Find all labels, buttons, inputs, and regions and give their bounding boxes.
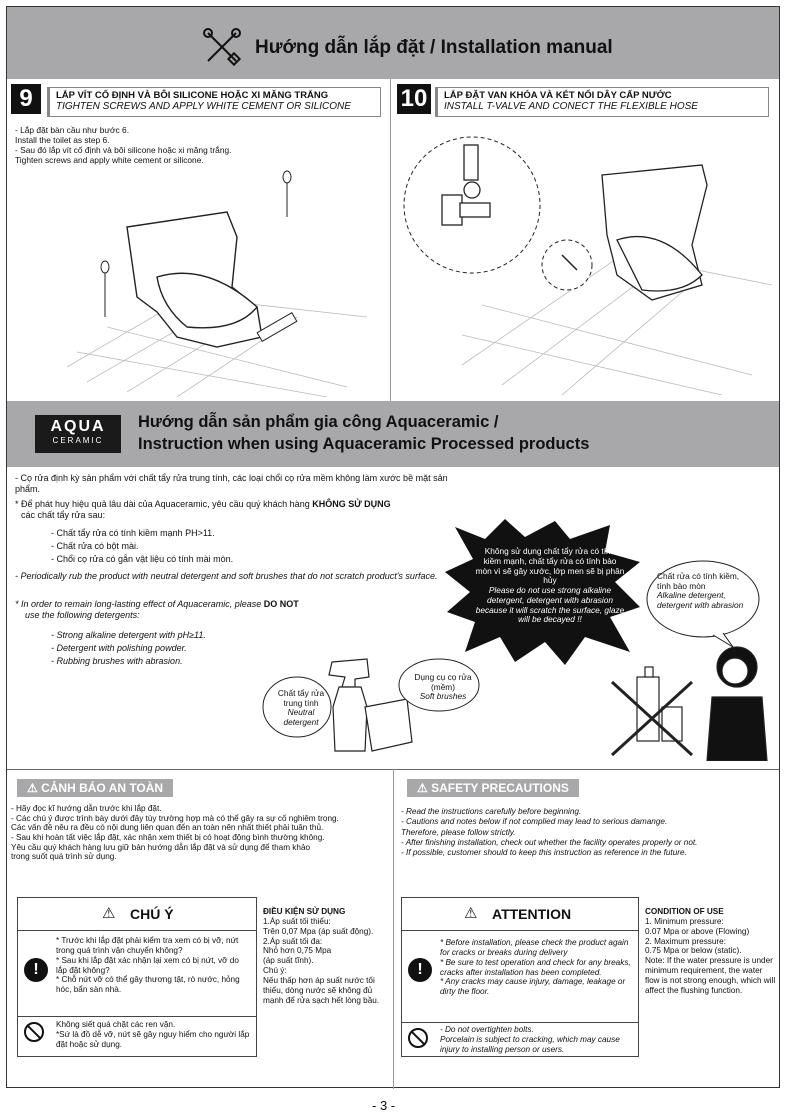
condition-en-line: 0.07 Mpa or above (Flowing) bbox=[645, 926, 750, 936]
caution-prohibit-item: *Sứ là đồ dễ vỡ, nứt sẽ gây nguy hiểm cho người lắp đặt hoặc sử dụng. bbox=[56, 1029, 250, 1049]
care-en-p2-tail: use the following detergents: bbox=[25, 610, 140, 621]
caution-divider bbox=[18, 930, 256, 931]
burst-text-vi: Không sử dụng chất tẩy rửa có tính kiềm mạnh, chất tẩy rửa có tính bào mòn vì sẽ gây xước, lớp men sẽ bị phân hủy bbox=[475, 546, 625, 586]
exclamation-icon: ! bbox=[408, 958, 432, 982]
safety-vi-line: - Các chú ý được trình bày dưới đây tùy trường hợp mà có thể gây ra sự cố nghiêm trọng. bbox=[11, 813, 339, 823]
condition-en bbox=[645, 907, 777, 996]
care-en-p2 bbox=[15, 599, 455, 622]
condition-en-line: 1. Minimum pressure: bbox=[645, 916, 724, 926]
caution-warn-list-vi bbox=[56, 936, 252, 995]
t-valve-illustration bbox=[402, 125, 772, 395]
warning-burst-text bbox=[475, 547, 625, 625]
care-en-p2-emphasis: DO NOT bbox=[263, 599, 299, 609]
caution-warn-item: * Sau khi lắp đặt xác nhận lại xem có bị nứt, vỡ do lắp đặt không? bbox=[56, 955, 239, 975]
care-vi-p2-tail: các chất tẩy rửa sau: bbox=[21, 510, 106, 521]
step-9-instructions bbox=[15, 125, 375, 165]
step-divider bbox=[390, 79, 391, 401]
safety-vi-tag-text: CẢNH BÁO AN TOÀN bbox=[41, 781, 164, 795]
step-10-title-box bbox=[435, 87, 769, 117]
brush-text-vi: Dụng cụ cọ rửa (mềm) bbox=[414, 672, 472, 692]
alkaline-bubble-text bbox=[657, 572, 753, 610]
safety-divider bbox=[393, 769, 394, 1089]
safety-en-line: - If possible, customer should to keep this instruction as reference in the future. bbox=[401, 848, 687, 857]
caution-prohibit-item: Không siết quá chặt các ren vặn. bbox=[56, 1020, 176, 1029]
warning-triangle-icon: ⚠ bbox=[27, 781, 42, 795]
neutral-bubble-text bbox=[271, 689, 331, 727]
caution-box-vi bbox=[17, 897, 257, 1057]
condition-vi-line: 1.Áp suất tối thiểu: bbox=[263, 916, 331, 926]
prohibited-icon bbox=[408, 1028, 428, 1048]
neutral-text-vi: Chất tẩy rửa trung tính bbox=[277, 688, 325, 708]
condition-en-line: 2. Maximum pressure: bbox=[645, 936, 726, 946]
step-10-number: 10 bbox=[397, 84, 431, 114]
attention-divider bbox=[402, 1022, 638, 1023]
safety-en-line: - After finishing installation, check out whether the facility operates properly or not. bbox=[401, 837, 698, 847]
safety-vi-line: - Hãy đọc kĩ hướng dẫn trước khi lắp đặt. bbox=[11, 804, 162, 813]
caution-prohibit-list-vi bbox=[56, 1020, 252, 1050]
attention-warn-list-en bbox=[440, 938, 636, 997]
care-en-list-item: - Rubbing brushes with abrasion. bbox=[51, 656, 183, 667]
page-frame bbox=[6, 6, 780, 1088]
banner-title-line1: Hướng dẫn sản phẩm gia công Aquaceramic / bbox=[138, 413, 499, 431]
care-vi-p1: - Cọ rửa định kỳ sản phẩm với chất tẩy rửa trung tính, các loại chổi cọ rửa mềm không làm xước bề mặt sản phẩm. bbox=[15, 473, 448, 495]
exclamation-icon: ! bbox=[24, 958, 48, 982]
condition-vi-title: ĐIỀU KIỆN SỬ DỤNG bbox=[263, 907, 346, 916]
aquaceramic-banner bbox=[7, 401, 779, 467]
burst-text-en: Please do not use strong alkaline detergent, detergent with abrasion because it will scratch the surface, glaze will be decayed !! bbox=[475, 585, 625, 625]
condition-en-line: 0.75 Mpa or below (static). bbox=[645, 946, 742, 956]
step-9-line: - Lắp đặt bàn cầu như bước 6. bbox=[15, 125, 130, 135]
care-en-list-item: - Detergent with polishing powder. bbox=[51, 643, 187, 654]
step-9-title-vi: LẮP VÍT CỐ ĐỊNH VÀ BÔI SILICONE HOẶC XI MĂNG TRẮNG bbox=[56, 90, 329, 101]
aquaceramic-logo bbox=[35, 415, 121, 453]
condition-en-line: Note: If the water pressure is under minimum requirement, the water flow is not strong enough, which will affect the flushing function. bbox=[645, 956, 776, 995]
safety-en-tag bbox=[407, 779, 579, 797]
neutral-text-en: Neutral detergent bbox=[283, 707, 319, 727]
alkaline-text-vi: Chất rửa có tính kiềm, tính bào mòn bbox=[657, 571, 740, 591]
care-vi-list-item: - Chất rửa có bột mài. bbox=[51, 541, 139, 552]
caution-warn-item: * Chỗ nứt vỡ có thể gây thương tật, rò nước, hỏng hóc, bẩn sàn nhà. bbox=[56, 975, 240, 995]
logo-text-top: AQUA bbox=[50, 418, 106, 435]
safety-vi-text bbox=[11, 804, 389, 862]
care-en-p1: - Periodically rub the product with neutral detergent and soft brushes that do not scratch product's surface. bbox=[15, 571, 438, 581]
banner-title-line2: Instruction when using Aquaceramic Processed products bbox=[138, 435, 590, 453]
step-9-title-box bbox=[47, 87, 381, 117]
caution-title-vi: CHÚ Ý bbox=[130, 906, 174, 922]
attention-warn-item: * Be sure to test operation and check for any breaks, cracks after installation has been completed. bbox=[440, 957, 631, 977]
safety-en-text bbox=[401, 807, 771, 858]
step-9-line: - Sau đó lắp vít cố định và bôi silicone hoặc xi măng trắng. bbox=[15, 145, 232, 156]
condition-vi-line: Nếu thấp hơn áp suất nước tối thiểu, dòng nước sẽ không đủ mạnh để rửa sạch hết lòng bầu. bbox=[263, 975, 380, 1005]
care-vi-p2-text: * Để phát huy hiệu quả lâu dài của Aquaceramic, yêu cầu quý khách hàng bbox=[15, 499, 313, 509]
brush-text-en: Soft brushes bbox=[419, 691, 467, 702]
attention-warn-item: * Any cracks may cause injury, damage, leakage or dirty the floor. bbox=[440, 977, 626, 997]
toilet-install-illustration bbox=[67, 167, 367, 397]
logo-text-bottom: CERAMIC bbox=[52, 436, 104, 445]
safety-vi-tag bbox=[17, 779, 173, 797]
care-vi-list-item: - Chổi cọ rửa có gắn vật liệu có tính mài mòn. bbox=[51, 554, 234, 565]
condition-vi-line: 2.Áp suất tối đa: bbox=[263, 936, 323, 946]
warning-triangle-icon: ⚠ bbox=[417, 781, 432, 795]
safety-vi-line: - Sau khi hoàn tất việc lắp đặt, xác nhận xem thiết bị có hoạt động bình thường không. bbox=[11, 833, 325, 843]
alkaline-text-en: Alkaline detergent, detergent with abrasion bbox=[657, 590, 744, 610]
safety-en-line: - Read the instructions carefully before beginning. bbox=[401, 807, 582, 816]
caution-divider bbox=[18, 1016, 256, 1017]
condition-vi bbox=[263, 907, 389, 1005]
step-9-number: 9 bbox=[11, 84, 41, 114]
attention-divider bbox=[402, 930, 638, 931]
care-en-p2-text: * In order to remain long-lasting effect of Aquaceramic, please bbox=[15, 599, 264, 609]
page-title: Hướng dẫn lắp đặt / Installation manual bbox=[255, 37, 613, 58]
care-en-list-item: - Strong alkaline detergent with pH≥11. bbox=[51, 630, 206, 640]
care-vi-p2 bbox=[15, 499, 475, 522]
attention-prohibit-list-en bbox=[440, 1025, 636, 1055]
step-10-title-en: INSTALL T-VALVE AND CONECT THE FLEXIBLE HOSE bbox=[444, 101, 698, 112]
care-vi-p2-emphasis: KHÔNG SỬ DỤNG bbox=[312, 499, 391, 509]
safety-vi-line: Các vấn đề nêu ra đều có nội dung liên quan đến an toàn nên nhất thiết phải tuân thủ. bbox=[11, 823, 324, 833]
condition-vi-line: Nhỏ hơn 0,75 Mpa bbox=[263, 946, 332, 956]
step-10-title-vi: LẮP ĐẶT VAN KHÓA VÀ KÉT NỐI DÂY CẤP NƯỚC bbox=[444, 90, 672, 101]
warning-triangle-icon: ⚠ bbox=[102, 905, 116, 922]
page-number: - 3 - bbox=[372, 1098, 396, 1113]
warning-triangle-icon: ⚠ bbox=[464, 905, 478, 922]
safety-en-line: Therefore, please follow strictly. bbox=[401, 827, 516, 837]
condition-en-title: CONDITION OF USE bbox=[645, 907, 724, 916]
attention-warn-item: * Before installation, please check the product again for cracks or breaks during delivery bbox=[440, 938, 629, 957]
step-9-line: Tighten screws and apply white cement or silicone. bbox=[15, 155, 204, 166]
header-bar bbox=[7, 7, 779, 79]
attention-title-en: ATTENTION bbox=[492, 906, 572, 922]
attention-prohibit-item: Porcelain is subject to cracking, which may cause injury to installing person or users. bbox=[440, 1034, 620, 1054]
condition-vi-line: Trên 0,07 Mpa (áp suất động). bbox=[263, 926, 374, 936]
prohibited-detergent-illustration bbox=[607, 637, 775, 761]
care-vi-list bbox=[51, 527, 351, 566]
safety-vi-line: Yêu cầu quý khách hàng lưu giữ bản hướng dẫn lắp đặt và sử dụng để tham khảo bbox=[11, 842, 311, 852]
condition-vi-line: (áp suất tĩnh). bbox=[263, 956, 314, 966]
prohibited-icon bbox=[24, 1022, 44, 1042]
wrench-screwdriver-icon bbox=[202, 27, 242, 67]
care-vi-list-item: - Chất tẩy rửa có tính kiềm mạnh PH>11. bbox=[51, 528, 215, 538]
attention-box-en bbox=[401, 897, 639, 1057]
safety-en-line: - Cautions and notes below if not complied may lead to serious damange. bbox=[401, 817, 668, 827]
step-9-line: Install the toilet as step 6. bbox=[15, 135, 110, 146]
condition-vi-line: Chú ý: bbox=[263, 966, 287, 976]
step-9-title-en: TIGHTEN SCREWS AND APPLY WHITE CEMENT OR SILICONE bbox=[56, 101, 351, 112]
safety-vi-line: trong suốt quá trình sử dụng. bbox=[11, 852, 117, 862]
caution-warn-item: * Trước khi lắp đặt phải kiểm tra xem có bị vỡ, nứt trong quá trình vận chuyển không? bbox=[56, 936, 239, 955]
safety-en-tag-text: SAFETY PRECAUTIONS bbox=[431, 781, 569, 795]
brush-bubble-text bbox=[411, 673, 475, 702]
attention-prohibit-item: - Do not overtighten bolts. bbox=[440, 1025, 534, 1034]
